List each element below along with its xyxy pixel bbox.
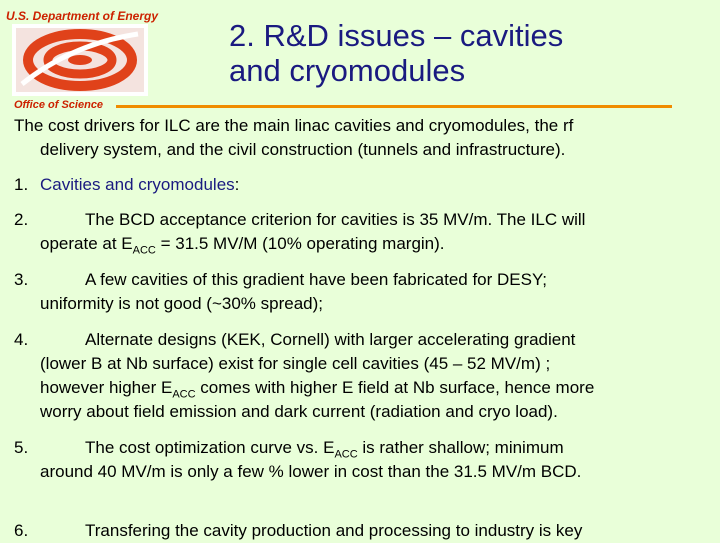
- title-line-1: 2. R&D issues – cavities: [229, 18, 564, 53]
- intro-line-1: The cost drivers for ILC are the main linac cavities and cryomodules, the rf: [14, 116, 574, 135]
- text-run: is rather shallow; minimum: [357, 438, 564, 457]
- list-item: [14, 519, 704, 543]
- subscript: ACC: [334, 448, 358, 461]
- subscript: ACC: [172, 388, 196, 401]
- subscript: ACC: [132, 244, 156, 257]
- list-item-line-1: Transfering the cavity production and processing to industry is key: [85, 521, 583, 540]
- list-item-line-2: uniformity is not good (~30% spread);: [40, 294, 324, 313]
- list-item: [14, 328, 704, 424]
- text-run: comes with higher E field at Nb surface, hence more: [195, 378, 595, 397]
- list-item-colon: :: [234, 175, 240, 194]
- list-number: 4.: [14, 330, 29, 349]
- doe-logo-icon: [12, 24, 148, 96]
- list-number: 6.: [14, 521, 29, 540]
- slide-title: [229, 18, 689, 88]
- list-item-line-2: [14, 232, 704, 256]
- text-run: operate at E: [40, 234, 133, 253]
- list-number: 2.: [14, 210, 29, 229]
- list-item-line-2: around 40 MV/m is only a few % lower in cost than the 31.5 MV/m BCD.: [40, 462, 582, 481]
- list-item-line-3: [14, 376, 704, 400]
- list-item: [14, 173, 704, 197]
- list-item-line-1: The BCD acceptance criterion for cavities is 35 MV/m. The ILC will: [85, 210, 586, 229]
- list-number: 3.: [14, 270, 29, 289]
- text-run: The cost optimization curve vs. E: [85, 438, 335, 457]
- list-item-line-1: Alternate designs (KEK, Cornell) with larger accelerating gradient: [85, 330, 576, 349]
- intro-line-2: delivery system, and the civil construction (tunnels and infrastructure).: [40, 140, 566, 159]
- text-run: however higher E: [40, 378, 173, 397]
- list-item-text: Cavities and cryomodules: [40, 175, 235, 194]
- doe-label: U.S. Department of Energy: [6, 9, 159, 23]
- text-run: = 31.5 MV/M (10% operating margin).: [155, 234, 445, 253]
- list-item: [14, 436, 704, 484]
- list-item: [14, 208, 704, 256]
- list-item-line-2: (lower B at Nb surface) exist for single cell cavities (45 – 52 MV/m) ;: [40, 354, 551, 373]
- intro-paragraph: [14, 114, 694, 162]
- list-item: [14, 268, 704, 316]
- title-line-2: and cryomodules: [229, 53, 466, 88]
- header-rule: [116, 105, 672, 108]
- list-item-line-1: A few cavities of this gradient have been fabricated for DESY;: [85, 270, 547, 289]
- list-number: 5.: [14, 438, 29, 457]
- office-label: Office of Science: [14, 99, 104, 111]
- list-item-line-4: worry about field emission and dark current (radiation and cryo load).: [40, 402, 558, 421]
- list-number: 1.: [14, 175, 29, 194]
